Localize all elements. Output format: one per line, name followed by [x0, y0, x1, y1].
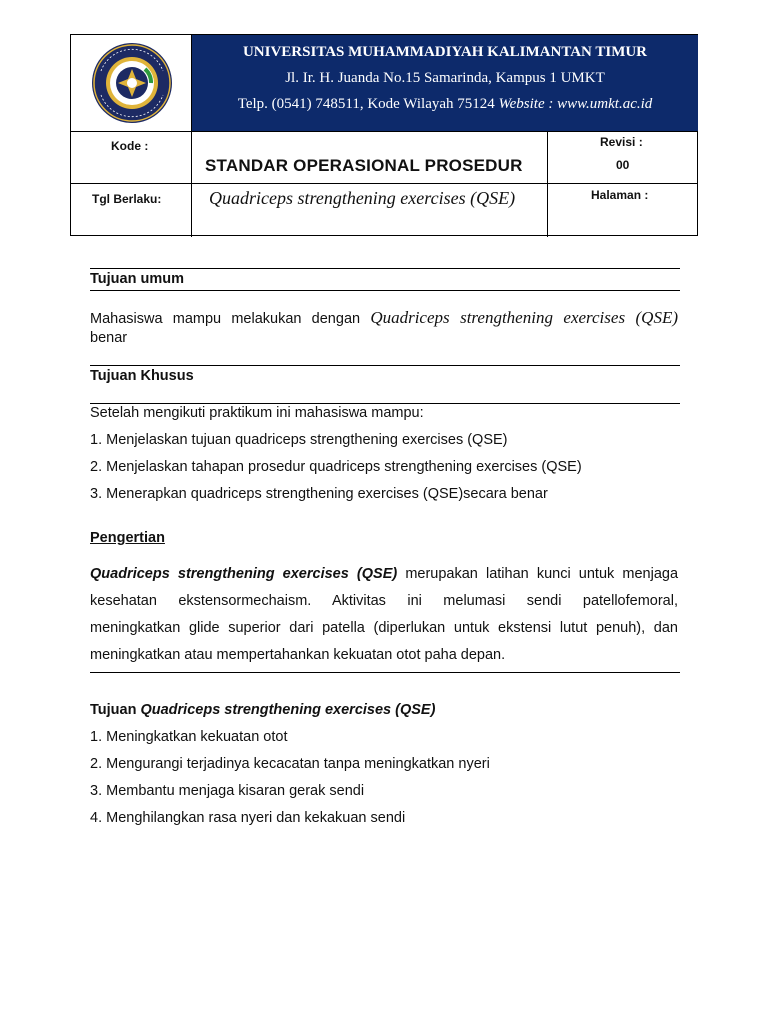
pengertian-line-4: meningkatkan atau mempertahankan kekuatan otot paha depan.	[90, 647, 506, 663]
col-divider	[547, 131, 548, 237]
list-item: 1. Menjelaskan tujuan quadriceps strengthening exercises (QSE)	[90, 432, 508, 448]
section-rule	[90, 365, 680, 366]
kode-label: Kode :	[111, 139, 149, 153]
pengertian-term: Quadriceps strengthening exercises (QSE)	[90, 566, 398, 582]
tujuan-umum-heading: Tujuan umum	[90, 271, 184, 287]
sop-title: STANDAR OPERASIONAL PROSEDUR	[205, 156, 523, 175]
tujuan-umum-text	[90, 308, 678, 328]
university-address: Jl. Ir. H. Juanda No.15 Samarinda, Kampus 1 UMKT	[285, 70, 605, 86]
tujuan-khusus-intro: Setelah mengikuti praktikum ini mahasiswa mampu:	[90, 405, 424, 421]
tujuan-umum-text-end: benar	[90, 330, 128, 346]
pengertian-line-1	[90, 566, 678, 582]
logo-cell	[71, 35, 192, 131]
col-divider	[191, 131, 192, 237]
list-item: 1. Meningkatkan kekuatan otot	[90, 729, 288, 745]
section-rule	[90, 290, 680, 291]
university-banner	[192, 35, 698, 131]
list-item: 2. Mengurangi terjadinya kecacatan tanpa meningkatkan nyeri	[90, 756, 490, 772]
phone-text: Telp. (0541) 748511, Kode Wilayah 75124	[237, 96, 495, 112]
university-name: UNIVERSITAS MUHAMMADIYAH KALIMANTAN TIMUR	[242, 44, 648, 60]
section-rule	[90, 268, 680, 269]
pengertian-heading: Pengertian	[90, 530, 165, 546]
row-divider	[71, 131, 698, 132]
procedure-title: Quadriceps strengthening exercises (QSE)	[209, 188, 516, 208]
tujuan-qse-heading-plain: Tujuan	[90, 702, 137, 718]
university-contact	[192, 96, 698, 113]
tujuan-umum-text-start: Mahasiswa mampu melakukan dengan	[90, 311, 361, 327]
row-divider	[71, 183, 698, 184]
halaman-label: Halaman :	[591, 188, 649, 202]
university-logo-icon	[87, 41, 177, 125]
list-item: 4. Menghilangkan rasa nyeri dan kekakuan sendi	[90, 810, 406, 826]
pengertian-line-1-text: merupakan latihan kunci untuk menjaga	[405, 566, 679, 582]
section-rule	[90, 403, 680, 404]
list-item: 3. Menerapkan quadriceps strengthening exercises (QSE)secara benar	[90, 486, 548, 502]
list-item: 2. Menjelaskan tahapan prosedur quadriceps strengthening exercises (QSE)	[90, 459, 582, 475]
website-text: Website : www.umkt.ac.id	[498, 96, 653, 112]
list-item: 3. Membantu menjaga kisaran gerak sendi	[90, 783, 365, 799]
pengertian-line-2: kesehatan ekstensormechaism. Aktivitas ini melumasi sendi patellofemoral,	[90, 593, 678, 609]
section-rule	[90, 672, 680, 673]
tgl-berlaku-label: Tgl Berlaku:	[92, 192, 162, 206]
tujuan-qse-heading	[90, 702, 435, 718]
revisi-value: 00	[616, 158, 630, 172]
tujuan-qse-heading-term: Quadriceps strengthening exercises (QSE)	[140, 702, 436, 718]
pengertian-line-3: meningkatkan glide superior dari patella (diperlukan untuk ekstensi lutut penuh), dan	[90, 620, 678, 636]
sop-header-table	[70, 34, 698, 236]
tujuan-khusus-heading: Tujuan Khusus	[90, 368, 194, 384]
tujuan-umum-term: Quadriceps strengthening exercises (QSE)	[370, 308, 678, 327]
revisi-label: Revisi :	[600, 135, 643, 149]
